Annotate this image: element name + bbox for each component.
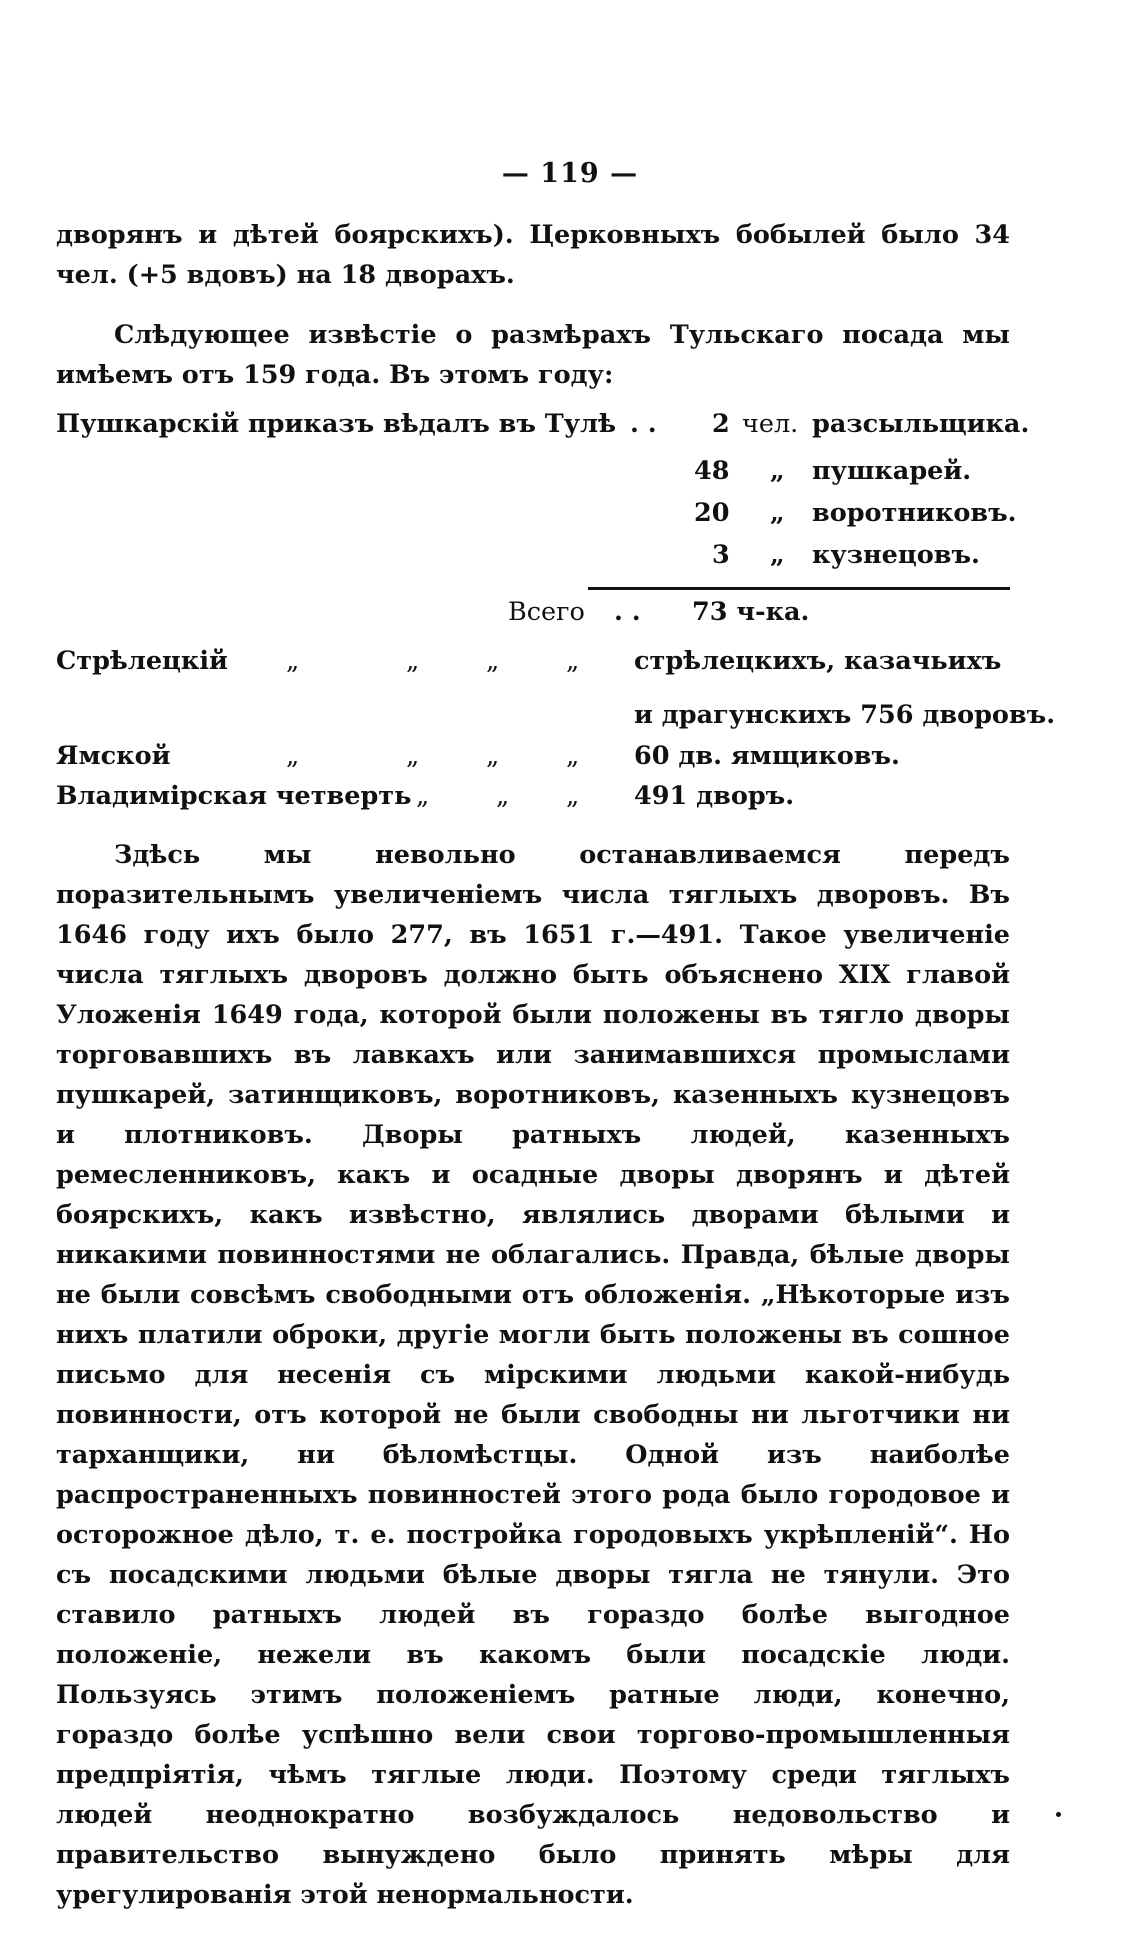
page-number: — 119 —: [501, 158, 639, 189]
row2-desc: пушкарей.: [812, 456, 972, 486]
paragraph-1: дворянъ и дѣтей боярскихъ). Церковныхъ бобылей было 34 чел. (+5 вдовъ) на 18 дворахъ.: [56, 220, 1010, 290]
row2-ditto: „: [770, 456, 785, 486]
row4-ditto: „: [770, 540, 785, 570]
row3-ditto: „: [770, 498, 785, 528]
row1-dots: . .: [630, 409, 657, 439]
yamskoy-ditto-3: „: [486, 741, 500, 771]
row1-desc: разсыльщика.: [812, 409, 1030, 439]
stray-mark: [1056, 1812, 1061, 1817]
vladimir-ditto-3: „: [566, 781, 580, 811]
total-label: Всего: [508, 597, 585, 627]
yamskoy-ditto-4: „: [566, 741, 580, 771]
row4-desc: кузнецовъ.: [812, 540, 980, 570]
streletsky-ditto-2: „: [406, 646, 420, 676]
streletsky-ditto-1: „: [286, 646, 300, 676]
row3-desc: воротниковъ.: [812, 498, 1017, 528]
row1-label: Пушкарскій приказъ вѣдалъ въ Тулѣ: [56, 409, 617, 439]
row4-count: 3: [712, 540, 730, 570]
paragraph-3: Здѣсь мы невольно останавливаемся передъ поразительнымъ увеличеніемъ числа тяглыхъ дворовъ. Въ 1646 году ихъ было 277, въ 1651 г.—491. Такое увеличеніе числа тяглыхъ дворовъ должно быть объяснено XIX главой Уложенія 1649 года, которой были положены въ тягло дворы торговавшихъ въ лавкахъ или занимавшихся промыслами пушкарей, затинщиковъ, воротниковъ, казенныхъ кузнецовъ и плотниковъ. Дворы ратныхъ людей, казенныхъ ремесленниковъ, какъ и осадные дворы дворянъ и дѣтей боярскихъ, какъ извѣстно, являлись дворами бѣлыми и никакими повинностями не облагались. Правда, бѣлые дворы не были совсѣмъ свободными отъ обложенія. „Нѣкоторые изъ нихъ платили оброки, другіе могли быть положены въ сошное письмо для несенія съ мірскими людьми какой-нибудь повинности, отъ которой не были свободны ни льготчики ни тарханщики, ни бѣломѣстцы. Одной изъ наиболѣе распространенныхъ повинностей этого рода было городовое и осторожное дѣло, т. е. постройка городовыхъ укрѣпленій“. Но съ посадскими людьми бѣлые дворы тягла не тянули. Это ставило ратныхъ людей въ гораздо болѣе выгодное положеніе, нежели въ какомъ были посадскіе люди. Пользуясь этимъ положеніемъ ратные люди, конечно, гораздо болѣе успѣшно вели свои торгово-промышленныя предпріятія, чѣмъ тяглые люди. Поэтому среди тяглыхъ людей неоднократно возбуждалось недовольство и правительство вынуждено было принять мѣры для урегулированія этой ненормальности.: [56, 840, 1010, 1910]
row1-ditto: чел.: [742, 409, 799, 439]
streletsky-desc-2: и драгунскихъ 756 дворовъ.: [634, 700, 1056, 730]
row3-count: 20: [694, 498, 730, 528]
streletsky-ditto-3: „: [486, 646, 500, 676]
streletsky-ditto-4: „: [566, 646, 580, 676]
vladimir-label: Владимірская четверть: [56, 781, 412, 811]
total-dots: . .: [614, 597, 641, 627]
total-value: 73 ч-ка.: [692, 597, 810, 627]
yamskoy-label: Ямской: [56, 741, 171, 771]
row2-count: 48: [694, 456, 730, 486]
vladimir-ditto-1: „: [416, 781, 430, 811]
vladimir-ditto-2: „: [496, 781, 510, 811]
streletsky-desc: стрѣлецкихъ, казачьихъ: [634, 646, 1002, 676]
yamskoy-ditto-1: „: [286, 741, 300, 771]
row1-count: 2: [712, 409, 730, 439]
yamskoy-desc: 60 дв. ямщиковъ.: [634, 741, 900, 771]
streletsky-label: Стрѣлецкій: [56, 646, 228, 676]
paragraph-2: Слѣдующее извѣстіе о размѣрахъ Тульскаго посада мы имѣемъ отъ 159 года. Въ этомъ году:: [56, 320, 1010, 390]
yamskoy-ditto-2: „: [406, 741, 420, 771]
vladimir-desc: 491 дворъ.: [634, 781, 795, 811]
sum-rule: [588, 587, 1010, 590]
